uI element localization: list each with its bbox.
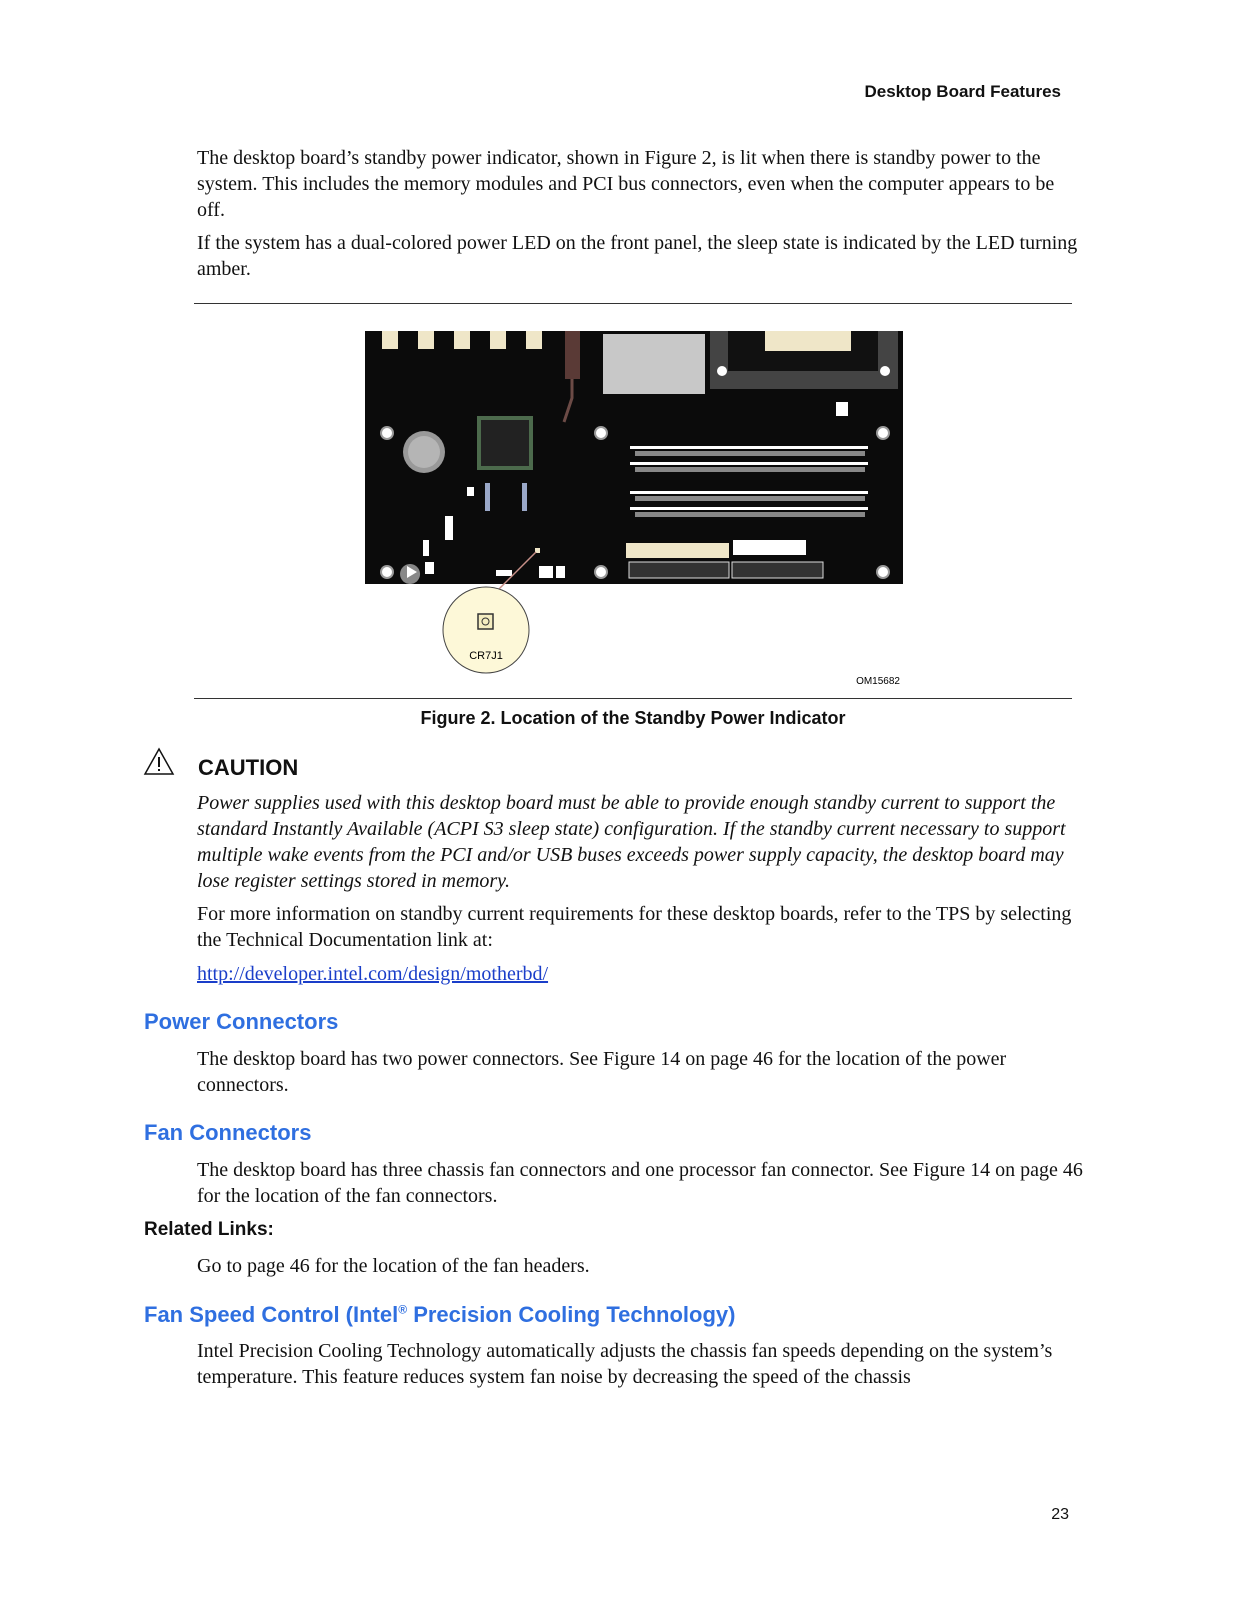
figure-id: OM15682: [856, 676, 900, 687]
fan-speed-heading-post: Precision Cooling Technology): [407, 1302, 736, 1327]
motherboard-docs-link[interactable]: http://developer.intel.com/design/motherbd/: [197, 963, 549, 985]
fan-connectors-heading: Fan Connectors: [144, 1120, 312, 1145]
related-links-heading: Related Links:: [144, 1219, 274, 1240]
figure-top-rule: [194, 303, 1072, 304]
motherboard-figure: [360, 326, 920, 696]
running-header: Desktop Board Features: [864, 82, 1061, 101]
caution-body: Power supplies used with this desktop board must be able to provide enough standby current to support the standard Instantly Available (ACPI S3 sleep state) configuration. If the standby current necessary to support multiple wake events from the PCI and/or USB buses exceeds power supply capacity, the desktop board may lose register settings stored in memory.: [197, 792, 1066, 892]
intro-paragraph-2: If the system has a dual-colored power LED on the front panel, the sleep state is indicated by the LED turning amber.: [197, 232, 1078, 280]
fan-speed-heading: [144, 1302, 735, 1328]
power-connectors-heading: Power Connectors: [144, 1009, 339, 1034]
intro-paragraph-1: The desktop board’s standby power indicator, shown in Figure 2, is lit when there is standby power to the system. This includes the memory modules and PCI bus connectors, even when the computer appears to be off.: [197, 147, 1055, 221]
caution-title: CAUTION: [198, 755, 299, 780]
caution-more-info: For more information on standby current requirements for these desktop boards, refer to the TPS by selecting the Technical Documentation link at:: [197, 903, 1072, 951]
figure-caption: Figure 2. Location of the Standby Power Indicator: [420, 708, 846, 728]
fan-connectors-body: The desktop board has three chassis fan connectors and one processor fan connector. See Figure 14 on page 46 for the location of the fan connectors.: [197, 1159, 1083, 1207]
fan-speed-body: Intel Precision Cooling Technology automatically adjusts the chassis fan speeds depending on the system’s temperature. This feature reduces system fan noise by decreasing the speed of the chassis: [197, 1340, 1053, 1388]
led-indicator-icon: [478, 614, 493, 629]
fan-speed-heading-pre: Fan Speed Control (Intel: [144, 1302, 399, 1327]
page-number: 23: [1051, 1506, 1069, 1523]
warning-triangle-icon: [143, 747, 175, 777]
callout-label: CR7J1: [469, 650, 503, 662]
registered-mark: ®: [398, 1302, 408, 1317]
figure-bottom-rule: [194, 698, 1072, 699]
related-links-body: Go to page 46 for the location of the fan headers.: [197, 1255, 590, 1277]
power-connectors-body: The desktop board has two power connectors. See Figure 14 on page 46 for the location of the power connectors.: [197, 1048, 1007, 1096]
